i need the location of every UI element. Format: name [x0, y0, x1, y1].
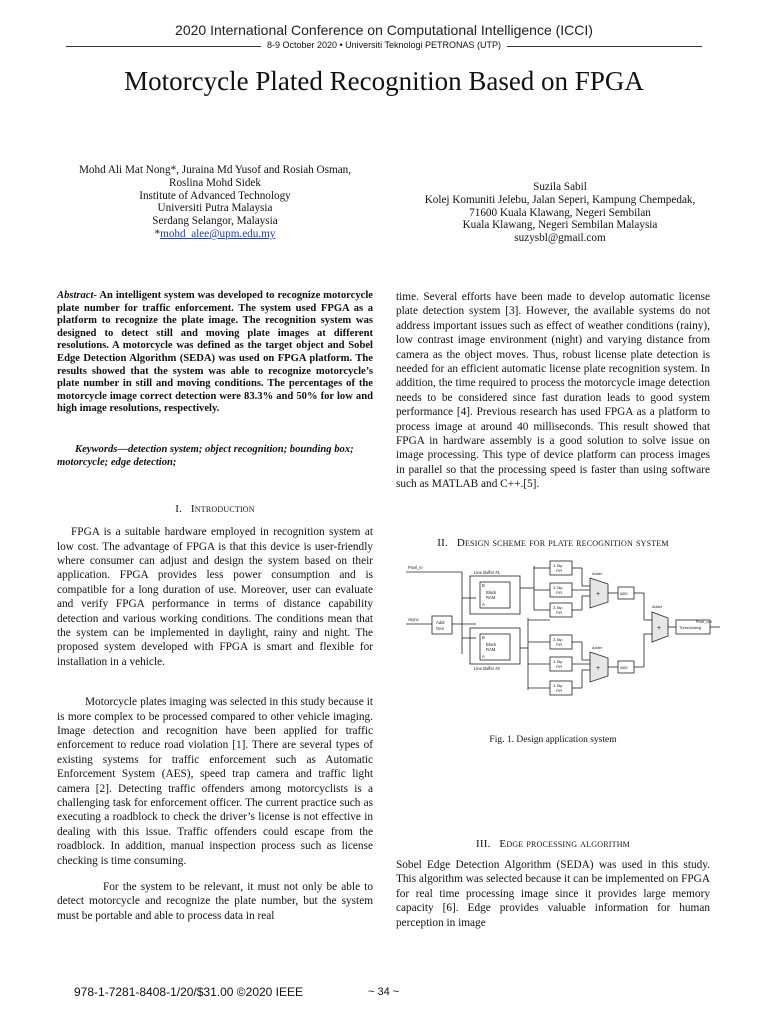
abstract-text: An intelligent system was developed to recognize motorcycle plate number for traffic enforcement. The system used FPGA as a platform to recognize the plate image. The recognition system was designed to detect still and moving plate images at different resolutions. A motorcycle was defined as the target object and Sobel Edge Detection Algorithm (SEDA) was used on FPGA platform. The results showed that the system was able to recognize motorcycle’s plate number in still and moving conditions. The percentages of the motorcycle image correct detection were 83.3% and 50% for low and high image resolutions, respectively. [57, 290, 373, 415]
page-number: ~ 34 ~ [368, 986, 400, 998]
thresholding-label: Thresholding [679, 626, 701, 630]
fir-label: FIR [556, 665, 563, 669]
author-names: Mohd Ali Mat Nong*, Juraina Md Yusof and Rosiah Osman, [78, 164, 352, 176]
affiliation-line: Universiti Putra Malaysia [157, 202, 273, 215]
section-title: Design scheme for plate recognition system [456, 537, 669, 549]
fir-label: FIR [556, 569, 563, 573]
section-number: I. [175, 503, 183, 516]
fir-label: 3-Tap [553, 586, 563, 590]
abs-label: ABS [620, 592, 628, 596]
figure-caption: Fig. 1. Design application system [489, 735, 617, 745]
email-link[interactable]: mohd_alee@upm.edu.my [160, 227, 276, 240]
line-buffer-1-label: Line Buffer #1 [474, 570, 500, 575]
adder-label: Adder [652, 605, 663, 609]
affiliation-line: Serdang Selangor, Malaysia [152, 215, 278, 228]
fir-label: 3-Tap [553, 660, 563, 664]
author-block-right [380, 181, 740, 245]
design-block-diagram [404, 558, 720, 700]
isbn-footer: 978-1-7281-8408-1/20/$31.00 ©2020 IEEE [74, 985, 304, 999]
adder-label: Adder [592, 646, 603, 650]
conference-title: 2020 International Conference on Computational Intelligence (ICCI) [175, 22, 593, 38]
affiliation-line: Kolej Komuniti Jelebu, Jalan Seperi, Kampung Chempedak, [424, 193, 696, 206]
paragraph: For the system to be relevant, it must not only be able to detect motorcycle and recognize the plate number, but the system must be portable and able to process data in real [57, 881, 373, 922]
pixel-in-label: Pixel_in [408, 565, 423, 570]
affiliation-line: Kuala Klawang, Negeri Sembilan Malaysia [462, 219, 658, 232]
paper-title: Motorcycle Plated Recognition Based on FPGA [124, 66, 644, 96]
section-title: Introduction [190, 503, 255, 516]
intro-text-cont [396, 290, 710, 492]
email-text: suzysbl@gmail.com [514, 232, 606, 245]
paragraph: time. Several efforts have been made to develop automatic license plate detection system [3]. However, the available systems do not address important issues such as effect of weather conditions (rainy), low contrast image environment (night) and varying distance from camera as the object moves. Thus, robust license plate detection is needed for an efficient automatic license plate recognition system. In addition, the time required to process the motorcycle image detection needs to be considered since fast duration leads to good system performance [4]. Previous research has used FPGA as a platform to process image at around 40 milliseconds. This result showed that FPGA in hardware assembly is a good solution to solve issue on image processing. This type of device platform can process images in parallel so that the processing speed is faster than using software such as MATLAB and C++.[5]. [396, 291, 710, 491]
fir-label: FIR [556, 643, 563, 647]
fir-label: 3-Tap [553, 606, 563, 610]
author-name: Suzila Sabil [533, 181, 587, 193]
email-prefix: * [154, 227, 161, 240]
port-label: B [482, 583, 485, 588]
conference-dates-text: 8-9 October 2020 • Universiti Teknologi PETRONAS (UTP) [261, 40, 507, 50]
line-buffer-2-label: Line Buffer #2 [474, 666, 500, 671]
block-ram-label: RAM [486, 595, 496, 600]
port-label: A [482, 654, 485, 659]
edge-text [396, 858, 710, 930]
addr-gen-block [432, 616, 452, 634]
conference-dates [0, 40, 768, 50]
keywords: Keywords—detection system; object recognition; bounding box; motorcycle; edge detection; [57, 443, 354, 468]
fir-label: 3-Tap [553, 564, 563, 568]
abs-label: ABS [620, 666, 628, 670]
section-number: III. [476, 838, 491, 850]
fir-label: 3-Tap [553, 638, 563, 642]
author-block-left [40, 164, 390, 241]
paragraph: FPGA is a suitable hardware employed in recognition system at low cost. The advantage of FPGA is that this device is user-friendly where consumer can adjust and design the system based on their application. FPGA provides less power consumption and is compatible for a long duration of use. Moreover, user can evaluate and verify FPGA performance in terms of distance capability detection and various working conditions. The conditions mean that the system can be implemented in daylight, rainy and night. The proposed system developed with FPGA is smart and flexible for installation in a vehicle. [57, 526, 373, 668]
left-column [57, 290, 373, 923]
affiliation-line: 71600 Kuala Klawang, Negeri Sembilan [469, 206, 651, 219]
section-heading-design [396, 537, 710, 549]
section-title: Edge processing algorithm [499, 838, 630, 850]
fir-label: FIR [556, 611, 563, 615]
section-heading-introduction [57, 503, 373, 515]
paragraph: Motorcycle plates imaging was selected in this study because it is more complex to be processed compared to other vehicle imaging. Image detection and recognition have been applied for traffic enforcement to reduce road violation [1]. There are several types of existing systems for traffic enforcement such as Automatic Enforcement System (AES), speed trap camera and traffic light camera [2]. Detecting traffic offenders among motorcyclists is a challenging task for enforcement officer. The current practice such as executing a roadblock to check the driver’s license is not effective in dealing with this issue. Traffic offenders could escape from the roadblock. In addition, manual inspection process such as license checking is time consuming. [57, 696, 373, 867]
plus-sign: + [657, 625, 662, 632]
plus-sign: + [596, 591, 601, 598]
plus-sign: + [596, 665, 601, 672]
block-ram-label: Block [486, 590, 497, 595]
port-label: A [482, 602, 485, 607]
adder-label: Adder [592, 572, 603, 576]
paragraph: Sobel Edge Detection Algorithm (SEDA) was used in this study. This algorithm was selected because it can be implemented on FPGA for real time processing image since it provides large memory capacity [6]. Edge provides valuable information for human perception in image [396, 859, 710, 929]
abstract-label: Abstract- [57, 290, 98, 301]
email-line [40, 228, 390, 241]
author-names-cont: Roslina Mohd Sidek [169, 176, 261, 189]
pixel-out-label: Pixel_out [696, 620, 712, 624]
fir-label: FIR [556, 689, 563, 693]
section-number: II. [437, 537, 448, 549]
abstract [57, 290, 373, 416]
right-column [396, 290, 710, 492]
block-ram-label: RAM [486, 647, 496, 652]
addr-gen-label: Addr [436, 620, 445, 625]
fir-label: 3-Tap [553, 684, 563, 688]
port-label: B [482, 635, 485, 640]
vsync-label: vsync [408, 617, 419, 622]
block-ram-label: Block [486, 642, 497, 647]
addr-gen-label: Gen [436, 626, 444, 631]
section-heading-edge [396, 838, 710, 850]
intro-text [57, 525, 373, 923]
fir-label: FIR [556, 591, 563, 595]
affiliation-line: Institute of Advanced Technology [139, 189, 291, 202]
